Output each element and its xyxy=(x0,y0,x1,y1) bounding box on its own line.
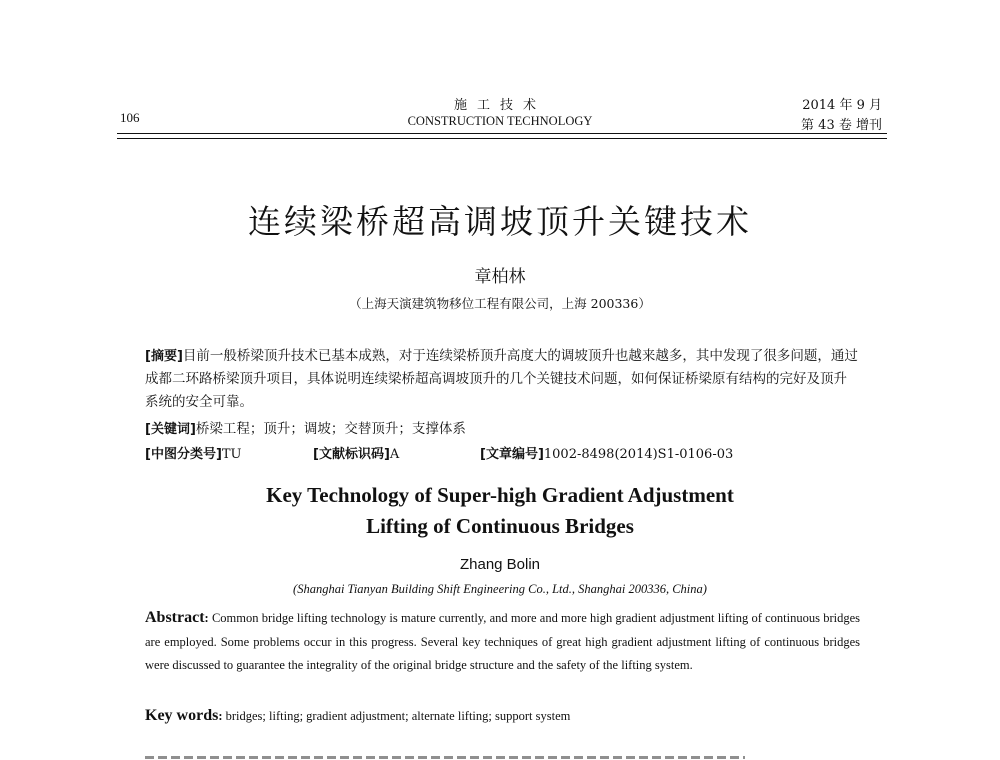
keywords-en-label: Key words xyxy=(145,707,219,724)
author-en: Zhang Bolin xyxy=(459,556,541,573)
article-no-field xyxy=(480,443,733,466)
keywords-en-text: bridges; lifting; gradient adjustment; alternate lifting; support system xyxy=(225,709,571,723)
header-rule-thick xyxy=(117,133,887,134)
keywords-cn xyxy=(145,418,860,441)
page-number: 106 xyxy=(120,110,140,125)
journal-name-cn: 施工技术 xyxy=(453,98,546,113)
header-rule-thin xyxy=(117,138,887,139)
article-no-label: [文章编号] xyxy=(480,447,544,462)
affiliation-cn: （上海天演建筑物移位工程有限公司，上海 200336） xyxy=(349,296,651,311)
abstract-cn-text: 目前一般桥梁顶升技术已基本成熟，对于连续梁桥顶升高度大的调坡顶升也越来越多，其中发现了很多问题，通过成都二环路桥梁顶升项目，具体说明连续梁桥超高调坡顶升的几个关键技术问题，如何保证桥梁原有结构的完好及顶升系统的安全可靠。 xyxy=(145,348,858,410)
abstract-en: Abstract: Common bridge lifting technology is mature currently, and more and more high gradient adjustment lifting of continuous bridges are employed. Some problems occur in this progress. Several key techniques of great high gradient adjustment lifting of continuous bridges were discussed to guarantee the integrality of the original bridge structure and the safety of the lifting system. xyxy=(145,609,861,672)
abstract-en-text: Common bridge lifting technology is mature currently, and more and more high gradient adjustment lifting of continuous bridges are employed. Some problems occur in this progress. Several key techniques of great high gradient adjustment lifting of continuous bridges were discussed to guarantee the integrality of the original bridge structure and the safety of the lifting system. xyxy=(145,611,861,672)
keywords-cn-label: [关键词] xyxy=(145,422,196,437)
clc-value: TU xyxy=(221,447,242,462)
keywords-en: Key words: bridges; lifting; gradient adjustment; alternate lifting; support system xyxy=(145,707,571,724)
author-cn: 章柏林 xyxy=(474,267,526,287)
paper-title-en-line2: Lifting of Continuous Bridges xyxy=(366,514,634,538)
paper-title-en-line1: Key Technology of Super-high Gradient Adjustment xyxy=(266,483,734,507)
doc-code-value: A xyxy=(389,447,400,462)
issue-date: 2014 年 9 月 xyxy=(802,98,882,113)
paper-title-en xyxy=(0,480,1000,542)
keywords-cn-text: 桥梁工程；顶升；调坡；交替顶升；支撑体系 xyxy=(195,421,466,437)
doc-code-label: [文献标识码] xyxy=(313,447,390,462)
clc-field xyxy=(145,443,242,466)
doc-code-field xyxy=(313,443,399,466)
clc-label: [中图分类号] xyxy=(145,447,222,462)
truncated-body-line xyxy=(145,752,745,760)
volume-issue: 第 43 卷 增刊 xyxy=(801,118,882,133)
abstract-en-label: Abstract xyxy=(145,609,205,626)
abstract-cn xyxy=(145,345,860,414)
article-no-value: 1002-8498(2014)S1-0106-03 xyxy=(543,447,734,462)
journal-name-en: CONSTRUCTION TECHNOLOGY xyxy=(407,114,593,128)
affiliation-en: (Shanghai Tianyan Building Shift Engineering Co., Ltd., Shanghai 200336, China) xyxy=(293,582,707,596)
abstract-cn-label: [摘要] xyxy=(145,349,183,364)
paper-title-cn: 连续梁桥超高调坡顶升关键技术 xyxy=(248,202,752,241)
